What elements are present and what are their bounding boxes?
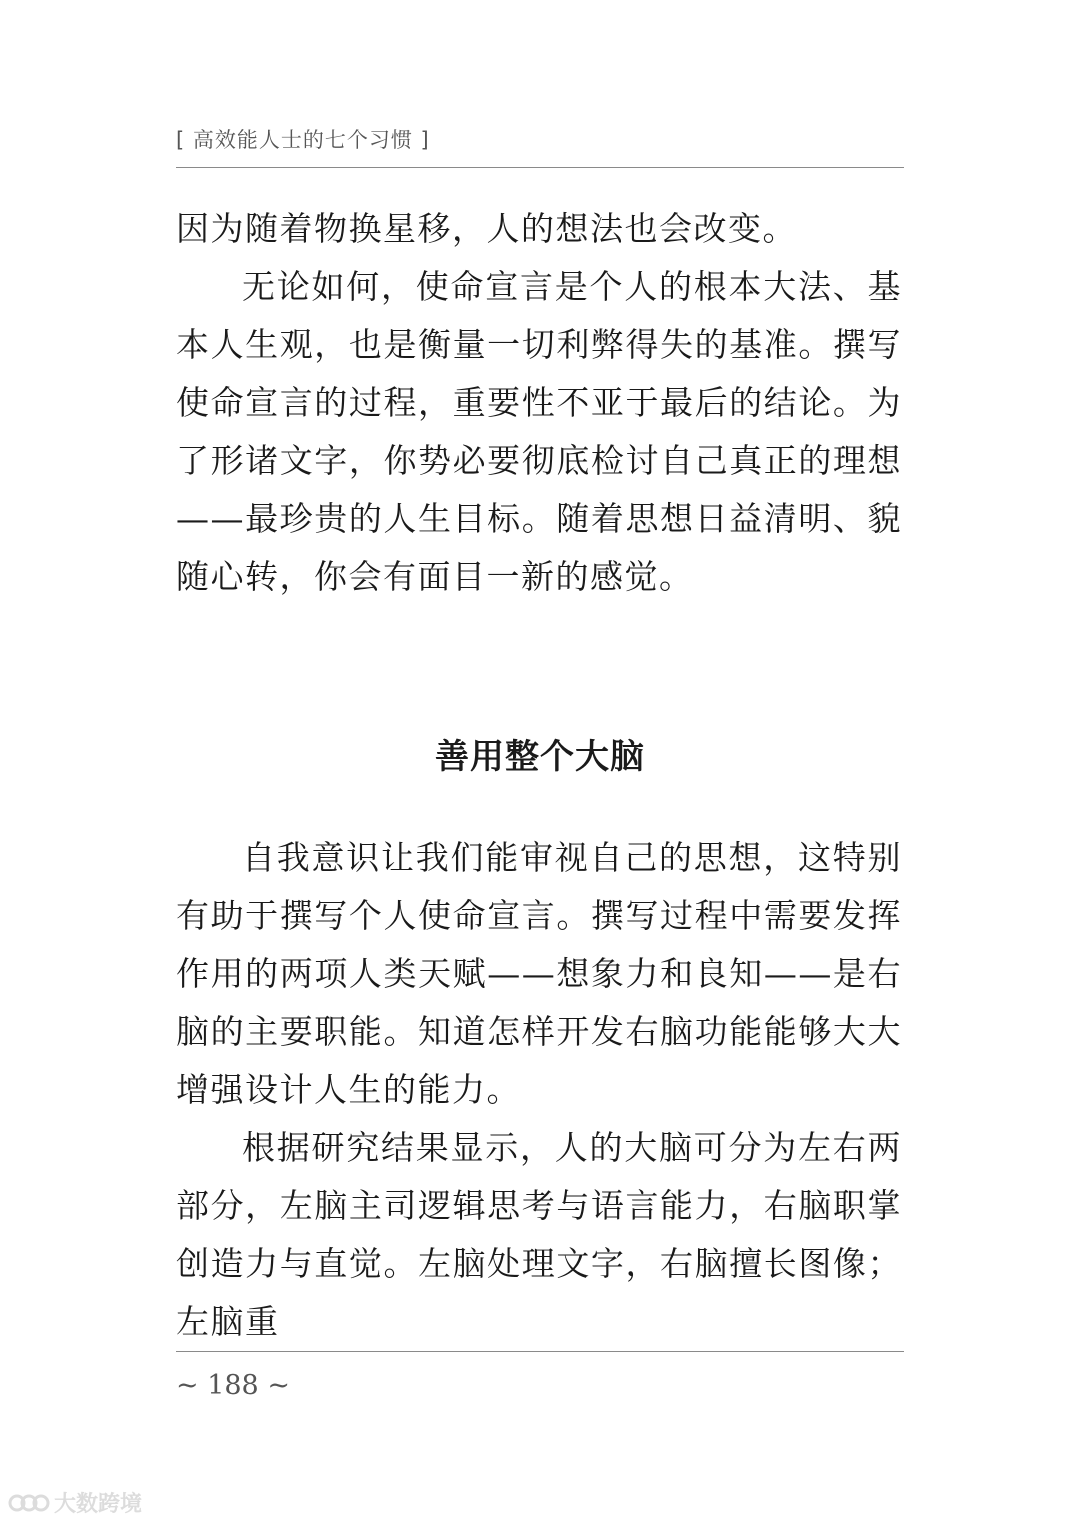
paragraph-self-awareness: 自我意识让我们能审视自己的思想，这特别有助于撰写个人使命宣言。撰写过程中需要发挥作用的两项人类天赋——想象力和良知——是右脑的主要职能。知道怎样开发右脑功能能够大大增强设计人生的能力。 xyxy=(176,838,902,1109)
body-text-block-2 xyxy=(176,829,902,1351)
paragraph-continuation: 因为随着物换星移，人的想法也会改变。 xyxy=(176,209,797,248)
paragraph-brain-research: 根据研究结果显示，人的大脑可分为左右两部分，左脑主司逻辑思考与语言能力，右脑职掌创造力与直觉。左脑处理文字，右脑擅长图像；左脑重 xyxy=(176,1128,902,1341)
body-text-block-1 xyxy=(176,200,902,606)
header-rule xyxy=(176,167,904,168)
watermark-logo-icon xyxy=(8,1490,50,1516)
watermark xyxy=(8,1487,142,1518)
page-number: ~ 188 ~ xyxy=(176,1370,290,1401)
footer-rule xyxy=(176,1351,904,1352)
section-heading: 善用整个大脑 xyxy=(435,737,645,777)
watermark-text: 大数跨境 xyxy=(54,1492,143,1517)
paragraph-mission-statement: 无论如何，使命宣言是个人的根本大法、基本人生观，也是衡量一切利弊得失的基准。撰写使命宣言的过程，重要性不亚于最后的结论。为了形诸文字，你势必要彻底检讨自己真正的理想——最珍贵的人生目标。随着思想日益清明、貌随心转，你会有面目一新的感觉。 xyxy=(176,267,902,596)
running-header: [ 高效能人士的七个习惯 ] xyxy=(176,128,430,152)
